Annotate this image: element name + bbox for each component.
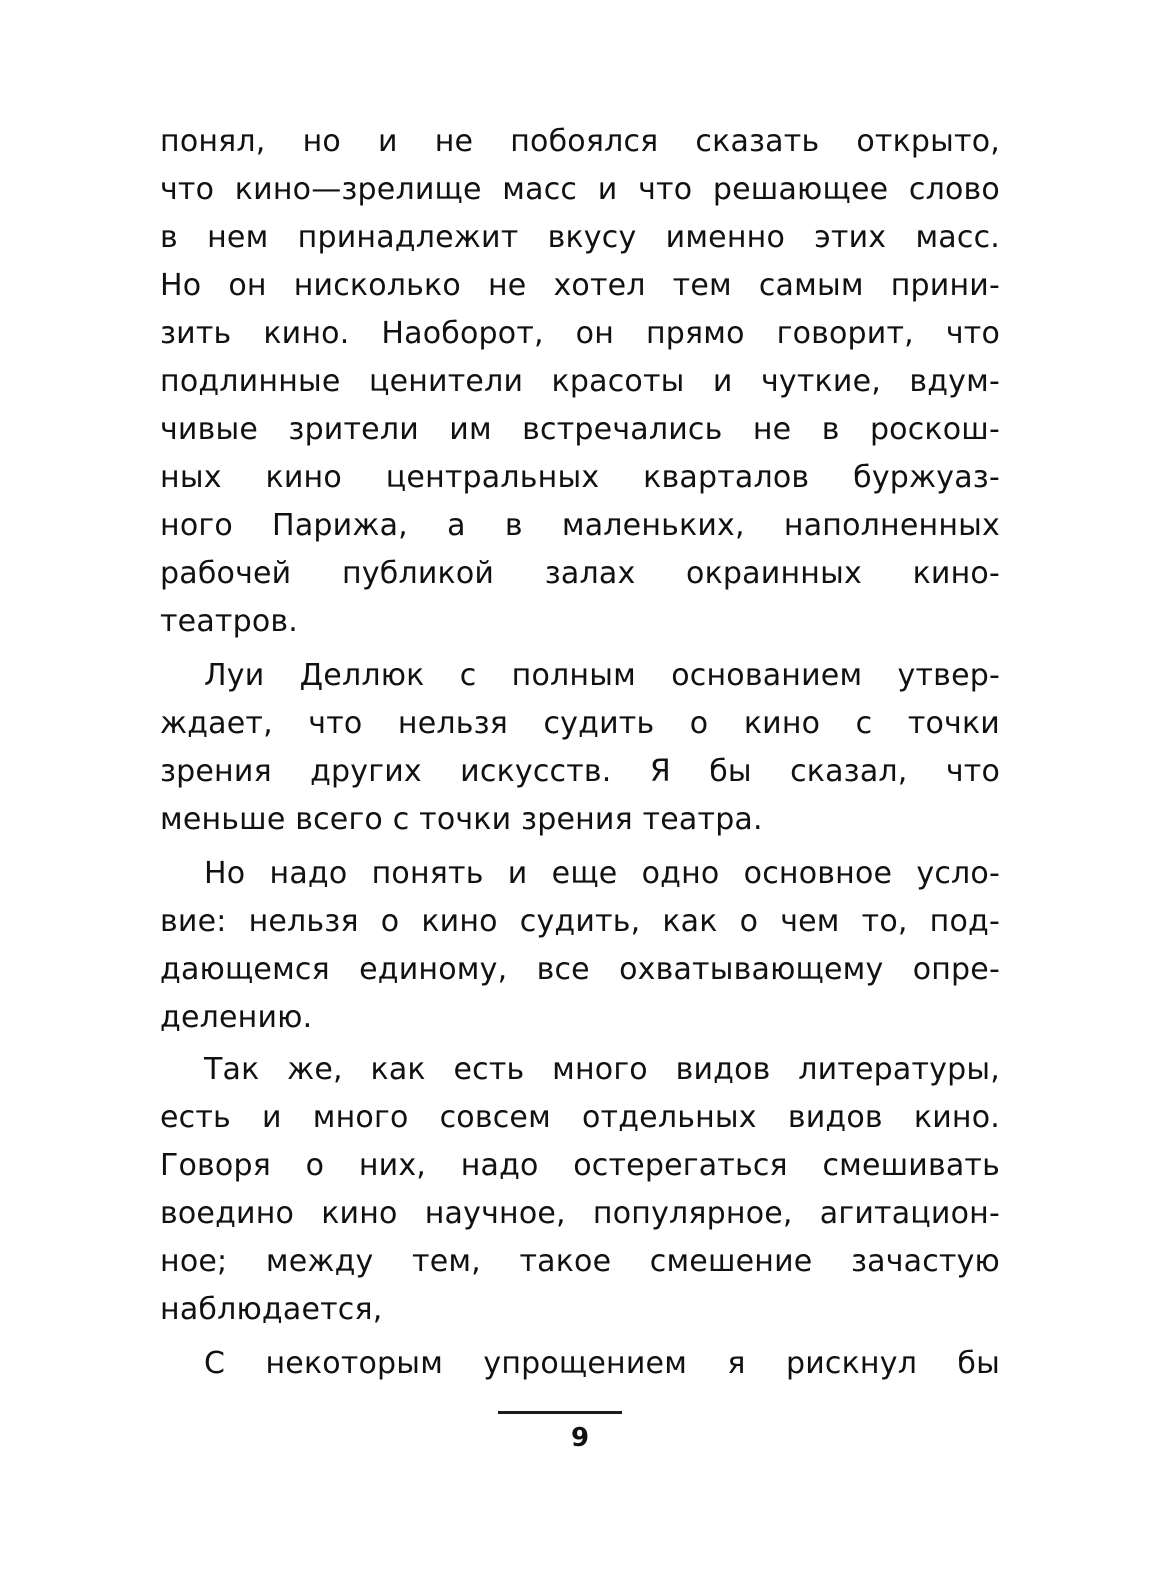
page-number: 9 bbox=[570, 1423, 590, 1453]
paragraph-first-line: Луи Деллюк с полным основанием утвер- bbox=[204, 658, 1000, 693]
text-line: вие: нельзя о кино судить, как о чем то, под- bbox=[160, 904, 1000, 939]
text-line: дающемся единому, все охватывающему опре- bbox=[160, 952, 1000, 987]
text-line: ное; между тем, такое смешение зачастую bbox=[160, 1244, 1000, 1279]
paragraph-first-line: Но надо понять и еще одно основное усло- bbox=[204, 856, 1000, 891]
text-line: есть и много совсем отдельных видов кино. bbox=[160, 1100, 1000, 1135]
text-line: воедино кино научное, популярное, агитацион- bbox=[160, 1196, 1000, 1231]
text-line: театров. bbox=[160, 604, 299, 639]
footer-rule bbox=[498, 1411, 622, 1414]
text-line: делению. bbox=[160, 1000, 313, 1035]
text-line: ных кино центральных кварталов буржуаз- bbox=[160, 460, 1000, 495]
text-line: понял, но и не побоялся сказать открыто, bbox=[160, 124, 1000, 159]
text-line: зрения других искусств. Я бы сказал, что bbox=[160, 754, 1000, 789]
text-line: чивые зрители им встречались не в роскош- bbox=[160, 412, 1000, 447]
text-line: что кино—зрелище масс и что решающее слово bbox=[160, 172, 1000, 207]
text-line: наблюдается, bbox=[160, 1292, 383, 1327]
text-line: Но он нисколько не хотел тем самым прини- bbox=[160, 268, 1000, 303]
text-line: зить кино. Наоборот, он прямо говорит, что bbox=[160, 316, 1000, 351]
text-line: ждает, что нельзя судить о кино с точки bbox=[160, 706, 1000, 741]
text-line: Говоря о них, надо остерегаться смешивать bbox=[160, 1148, 1000, 1183]
text-line: подлинные ценители красоты и чуткие, вдум- bbox=[160, 364, 1000, 399]
text-line: в нем принадлежит вкусу именно этих масс. bbox=[160, 220, 1000, 255]
paragraph-first-line: С некоторым упрощением я рискнул бы bbox=[204, 1346, 1000, 1381]
paragraph-first-line: Так же, как есть много видов литературы, bbox=[204, 1052, 1000, 1087]
text-line: ного Парижа, а в маленьких, наполненных bbox=[160, 508, 1000, 543]
text-line: меньше всего с точки зрения театра. bbox=[160, 802, 763, 837]
text-line: рабочей публикой залах окраинных кино- bbox=[160, 556, 1000, 591]
